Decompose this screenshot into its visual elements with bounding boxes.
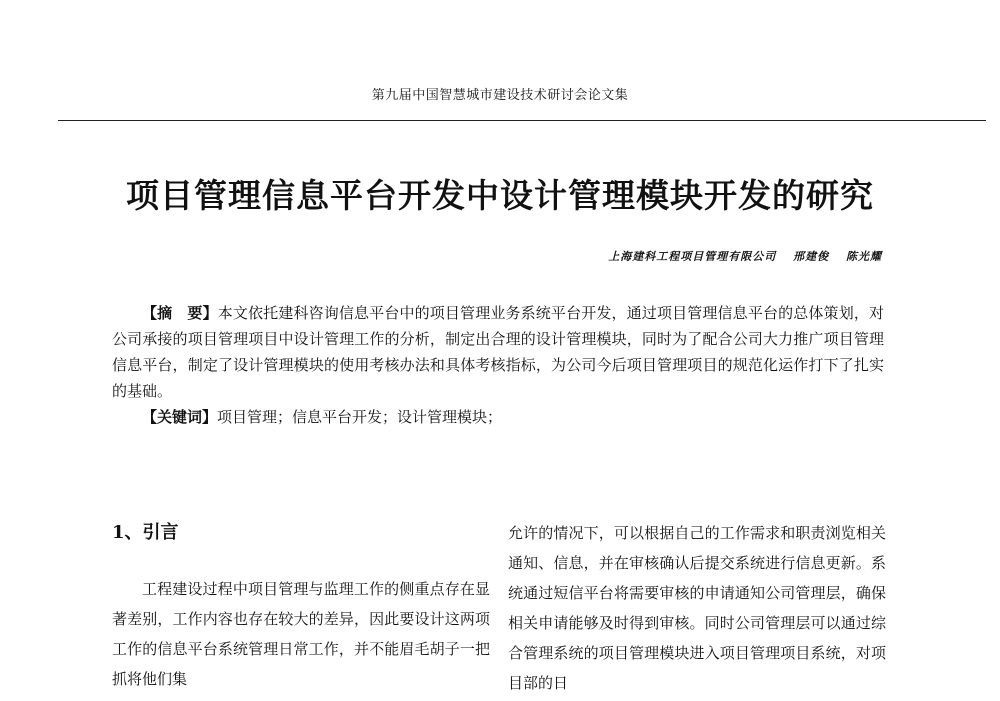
- left-column: [112, 518, 490, 694]
- body-paragraph: 允许的情况下，可以根据自己的工作需求和职责浏览相关通知、信息，并在审核确认后提交系统进行信息更新。系统通过短信平台将需要审核的申请通知公司管理层，确保相关申请能够及时得到审核。同时公司管理层可以通过综合管理系统的项目管理模块进入项目管理项目系统，对项目部的日: [508, 524, 886, 692]
- abstract-paragraph: [112, 300, 884, 404]
- keywords-paragraph: [112, 404, 884, 430]
- paper-title: 项目管理信息平台开发中设计管理模块开发的研究: [126, 176, 874, 215]
- section-heading: 1、引言: [112, 522, 179, 543]
- right-column: [508, 518, 886, 698]
- running-header: 第九届中国智慧城市建设技术研讨会论文集: [371, 88, 629, 103]
- header-rule: [58, 120, 986, 121]
- abstract-label: 【摘 要】: [142, 304, 218, 322]
- author-name: 陈光耀: [846, 250, 882, 263]
- keywords-label: 【关键词】: [142, 408, 218, 426]
- body-paragraph: 工程建设过程中项目管理与监理工作的侧重点存在显著差别，工作内容也存在较大的差异，因此要设计这两项工作的信息平台系统管理日常工作，并不能眉毛胡子一把抓将他们集: [112, 580, 490, 688]
- keywords-text: 项目管理；信息平台开发；设计管理模块；: [217, 408, 503, 426]
- abstract-block: [112, 300, 884, 430]
- author-line: [608, 248, 882, 264]
- author-name: 邢建俊: [793, 250, 830, 263]
- abstract-text: 本文依托建科咨询信息平台中的项目管理业务系统平台开发，通过项目管理信息平台的总体策划，对公司承接的项目管理项目中设计管理工作的分析，制定出合理的设计管理模块，同时为了配合公司大力推广项目管理信息平台，制定了设计管理模块的使用考核办法和具体考核指标，为公司今后项目管理项目的规范化运作打下了扎实的基础。: [112, 304, 884, 400]
- author-affiliation: 上海建科工程项目管理有限公司: [608, 250, 777, 263]
